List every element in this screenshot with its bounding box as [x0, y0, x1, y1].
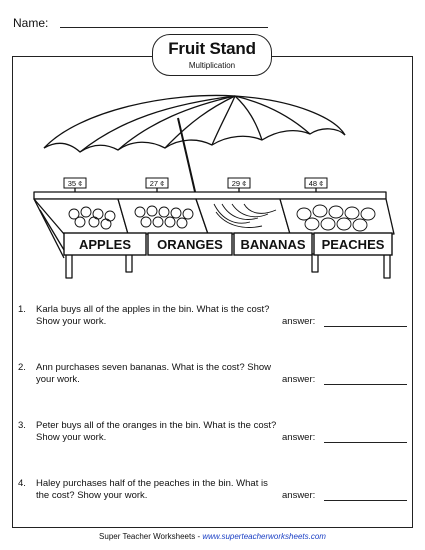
answer-label: answer:	[282, 490, 316, 501]
answer-field-4[interactable]	[324, 500, 407, 501]
footer-brand: Super Teacher Worksheets -	[99, 532, 203, 541]
answer-field-3[interactable]	[324, 442, 407, 443]
question-text: Haley purchases half of the peaches in the bin. What is the cost? Show your work.	[36, 478, 268, 501]
page-title: Fruit Stand	[168, 39, 256, 58]
question-number: 1.	[18, 304, 26, 315]
price-tag-apples: 35 ¢	[67, 179, 83, 188]
question-number: 4.	[18, 478, 26, 489]
answer-label: answer:	[282, 432, 316, 443]
question-text: Peter buys all of the oranges in the bin. What is the cost? Show your work.	[36, 420, 277, 443]
answer-field-2[interactable]	[324, 384, 407, 385]
title-box	[152, 34, 272, 76]
name-label: Name:	[13, 16, 49, 30]
bin-label-peaches: PEACHES	[321, 237, 385, 252]
price-tag-bananas: 29 ¢	[231, 179, 247, 188]
price-tag-oranges: 27 ¢	[149, 179, 165, 188]
question-text: Karla buys all of the apples in the bin. What is the cost? Show your work.	[36, 304, 270, 327]
answer-label: answer:	[282, 316, 316, 327]
price-tags	[64, 178, 327, 188]
bin-label-apples: APPLES	[78, 237, 132, 252]
answer-field-1[interactable]	[324, 326, 407, 327]
question-text: Ann purchases seven bananas. What is the cost? Show your work.	[36, 362, 271, 385]
bin-label-oranges: ORANGES	[157, 237, 223, 252]
question-number: 2.	[18, 362, 26, 373]
footer	[0, 532, 425, 541]
page-subtitle: Multiplication	[188, 61, 236, 70]
question-number: 3.	[18, 420, 26, 431]
price-tag-peaches: 48 ¢	[308, 179, 324, 188]
answer-label: answer:	[282, 374, 316, 385]
fruit-stand-illustration	[13, 78, 412, 288]
bin-label-bananas: BANANAS	[240, 237, 306, 252]
footer-link[interactable]: www.superteacherworksheets.com	[202, 532, 326, 541]
name-field[interactable]	[60, 27, 268, 28]
bin-labels	[64, 233, 392, 255]
